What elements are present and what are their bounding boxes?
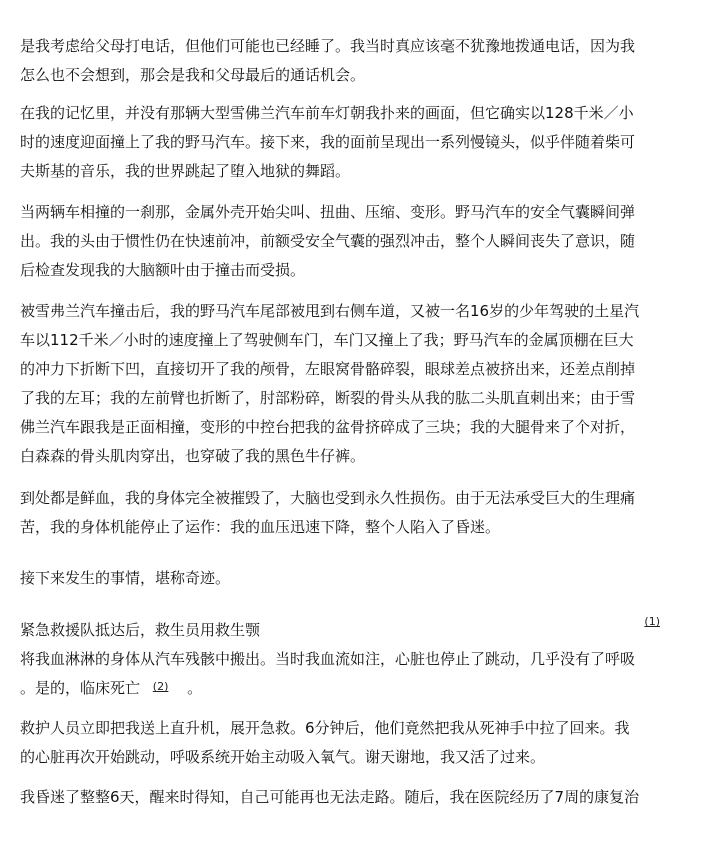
text-line: 的冲力下折断下凹，直接切开了我的颅骨，左眼窝骨骼碎裂，眼球差点被挤出来，还差点削掉 [20,360,636,378]
text-line: 接下来发生的事情，堪称奇迹。 [20,569,231,587]
paragraph-9 [20,783,700,812]
paragraph-5 [20,484,700,542]
text-line: 佛兰汽车跟我是正面相撞，变形的中控台把我的盆骨挤碎成了三块；我的大腿骨来了个对折， [20,418,636,436]
text-segment: 。 [187,679,203,697]
text-line: 怎么也不会想到，那会是我和父母最后的通话机会。 [20,66,366,84]
text-line: 的心脏再次开始跳动，呼吸系统开始主动吸入氧气。谢天谢地，我又活了过来。 [20,748,546,766]
paragraph-3 [20,198,700,285]
text-line [20,674,700,703]
paragraph-2 [20,99,700,186]
paragraph-8 [20,714,700,772]
text-line: 了我的左耳；我的左前臂也折断了，肘部粉碎，断裂的骨头从我的肱二头肌直刺出来；由于雪 [20,389,636,407]
text-line: 夫斯基的音乐，我的世界跳起了堕入地狱的舞蹈。 [20,162,351,180]
paragraph-6 [20,564,700,593]
footnote-ref-1[interactable]: (1) [644,615,660,628]
paragraph-7 [20,616,700,703]
text-line: 我昏迷了整整6天，醒来时得知，自己可能再也无法走路。随后，我在医院经历了7周的康复治 [20,788,640,806]
text-line: 当两辆车相撞的一刹那，金属外壳开始尖叫、扭曲、压缩、变形。野马汽车的安全气囊瞬间弹 [20,203,636,221]
text-line: 被雪弗兰汽车撞击后，我的野马汽车尾部被甩到右侧车道，又被一名16岁的少年驾驶的土星汽 [20,302,640,320]
text-line: 在我的记忆里，并没有那辆大型雪佛兰汽车前车灯朝我扑来的画面，但它确实以128千米／小 [20,104,634,122]
text-line: 是我考虑给父母打电话，但他们可能也已经睡了。我当时真应该毫不犹豫地拨通电话，因为我 [20,37,636,55]
text-line: 到处都是鲜血，我的身体完全被摧毁了，大脑也受到永久性损伤。由于无法承受巨大的生理痛 [20,489,636,507]
text-line: 时的速度迎面撞上了我的野马汽车。接下来，我的面前呈现出一系列慢镜头，似乎伴随着柴可 [20,133,636,151]
text-line [20,616,700,645]
paragraph-4 [20,297,700,471]
text-line: 车以112千米／小时的速度撞上了驾驶侧车门，车门又撞上了我；野马汽车的金属顶棚在巨大 [20,331,634,349]
text-segment: 。是的，临床死亡 [20,679,141,697]
text-line: 苦，我的身体机能停止了运作：我的血压迅速下降，整个人陷入了昏迷。 [20,518,501,536]
text-line: 将我血淋淋的身体从汽车残骸中搬出。当时我血流如注，心脏也停止了跳动，几乎没有了呼吸 [20,650,636,668]
text-line: 后检查发现我的大脑额叶由于撞击而受损。 [20,261,306,279]
footnote-ref-2[interactable]: (2) [152,680,169,693]
text-line: 白森森的骨头肌肉穿出，也穿破了我的黑色牛仔裤。 [20,447,366,465]
text-line: 救护人员立即把我送上直升机，展开急救。6分钟后，他们竟然把我从死神手中拉了回来。我 [20,719,630,737]
text-segment: 紧急救援队抵达后，救生员用救生颚 [20,621,261,639]
paragraph-1 [20,32,700,90]
text-line: 出。我的头由于惯性仍在快速前冲，前额受安全气囊的强烈冲击，整个人瞬间丧失了意识，随 [20,232,636,250]
